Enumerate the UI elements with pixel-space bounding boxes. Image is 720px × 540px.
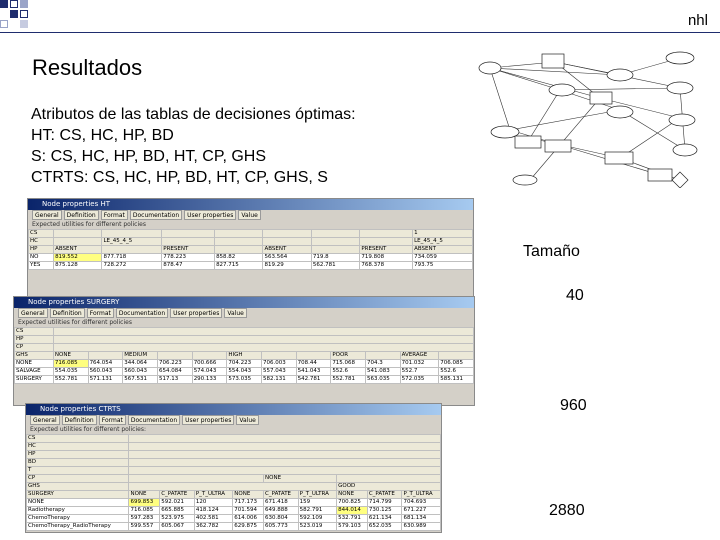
table-row[interactable]: NONE 699.853 592.021 120 717.173 671.418 159 700.825 714.799 704.693 [27, 499, 441, 507]
tab-format[interactable]: Format [101, 210, 128, 220]
table-row: T [27, 467, 441, 475]
attributes-ht: HT: CS, HC, HP, BD [31, 127, 174, 144]
tab-definition[interactable]: Definition [50, 308, 85, 318]
size-label: Tamaño [523, 243, 580, 260]
tab-user-properties[interactable]: User properties [184, 210, 236, 220]
ctrts-utility-table[interactable] [26, 434, 441, 531]
corner-square-3 [20, 0, 28, 8]
size-ht: 40 [566, 287, 584, 304]
table-row[interactable]: SALVAGE 554.035 560.043 560.043 654.084 574.043 554.043 557.043 541.043 552.6 541.083 552.7 552.6 [15, 368, 474, 376]
header-rule [0, 32, 720, 33]
table-row: HP [15, 336, 474, 344]
table-row: HC LE_45_4_5 LE_45_4_5 [29, 238, 473, 246]
table-row: CS 1 [29, 230, 473, 238]
surgery-subtitle: Expected utilities for different policies [18, 319, 132, 326]
tab-general[interactable]: General [32, 210, 62, 220]
table-row[interactable]: ChemoTherapy_RadioTherapy 599.557 605.067 362.782 629.875 605.773 523.019 579.103 652.035 630.989 [27, 523, 441, 531]
corner-square-1 [0, 0, 8, 8]
attributes-ctrts: CTRTS: CS, HC, HP, BD, HT, CP, GHS, S [31, 169, 328, 186]
tab-user-properties[interactable]: User properties [182, 415, 234, 425]
table-row: CS [15, 328, 474, 336]
table-row: BD [27, 459, 441, 467]
table-row[interactable]: ChemoTherapy 597.283 523.975 402.581 614.006 630.804 592.109 532.791 621.134 681.134 [27, 515, 441, 523]
tab-general[interactable]: General [30, 415, 60, 425]
surgery-properties-window [13, 296, 475, 406]
attributes-s: S: CS, HC, HP, BD, HT, CP, GHS [31, 148, 267, 165]
tab-definition[interactable]: Definition [64, 210, 99, 220]
ctrts-properties-window [25, 403, 442, 533]
attributes-list [31, 104, 356, 188]
corner-square-2 [10, 0, 18, 8]
corner-square-7 [20, 20, 28, 28]
ctrts-tabs [26, 415, 441, 425]
slide-title: Resultados [32, 55, 143, 80]
table-row: HP ABSENT PRESENT ABSENT PRESENT ABSENT [29, 246, 473, 254]
table-row[interactable]: Radiotherapy 716.085 665.885 418.124 701.594 649.888 582.791 844.014 730.125 671.227 [27, 507, 441, 515]
author-signature: nhl [687, 12, 708, 29]
table-row: GHS GOOD [27, 483, 441, 491]
table-row[interactable]: YES 875.128 728.272 878.47 827.715 819.29 562.781 768.378 793.75 [29, 262, 473, 270]
size-s: 960 [560, 397, 587, 414]
corner-square-6 [0, 20, 8, 28]
table-row: HP [27, 451, 441, 459]
attributes-heading: Atributos de las tablas de decisiones óptimas: [31, 106, 356, 123]
tab-definition[interactable]: Definition [62, 415, 97, 425]
corner-square-5 [20, 10, 28, 18]
tab-value[interactable]: Value [236, 415, 258, 425]
ht-tabs [28, 210, 473, 220]
table-row: CS [27, 435, 441, 443]
ht-utility-table[interactable] [28, 229, 473, 270]
table-row: SURGERY NONE C_PATATE P_T_ULTRA NONE C_PATATE P_T_ULTRA NONE C_PATATE P_T_ULTRA [27, 491, 441, 499]
ctrts-subtitle: Expected utilities for different policies: [30, 426, 146, 433]
ctrts-window-title: Node properties CTRTS [26, 404, 441, 415]
surgery-utility-table[interactable] [14, 327, 474, 384]
table-row: CP NONE [27, 475, 441, 483]
ht-properties-window [27, 198, 474, 300]
tab-documentation[interactable]: Documentation [116, 308, 168, 318]
influence-diagram [470, 40, 715, 188]
table-row[interactable]: NONE 716.085 764.054 344.064 706.223 700.666 704.223 706.003 708.44 715.068 704.3 701.032 706.085 [15, 360, 474, 368]
table-row: HC [27, 443, 441, 451]
table-row[interactable]: NO 819.552 877.718 778.223 858.82 563.564 719.8 719.808 734.059 [29, 254, 473, 262]
tab-format[interactable]: Format [87, 308, 114, 318]
tab-format[interactable]: Format [99, 415, 126, 425]
tab-documentation[interactable]: Documentation [128, 415, 180, 425]
size-ctrts: 2880 [549, 502, 585, 519]
tab-general[interactable]: General [18, 308, 48, 318]
surgery-window-title: Node properties SURGERY [14, 297, 474, 308]
surgery-tabs [14, 308, 474, 318]
table-row: GHS NONE MEDIUM HIGH POOR AVERAGE [15, 352, 474, 360]
ht-subtitle: Expected utilities for different policies [32, 221, 146, 228]
ht-window-title: Node properties HT [28, 199, 473, 210]
tab-documentation[interactable]: Documentation [130, 210, 182, 220]
corner-square-4 [10, 10, 18, 18]
tab-user-properties[interactable]: User properties [170, 308, 222, 318]
tab-value[interactable]: Value [238, 210, 260, 220]
tab-value[interactable]: Value [224, 308, 246, 318]
table-row: CP [15, 344, 474, 352]
table-row[interactable]: SURGERY 552.781 571.131 567.531 517.13 290.133 573.035 582.131 542.781 552.781 563.035 572.035 585.131 [15, 376, 474, 384]
